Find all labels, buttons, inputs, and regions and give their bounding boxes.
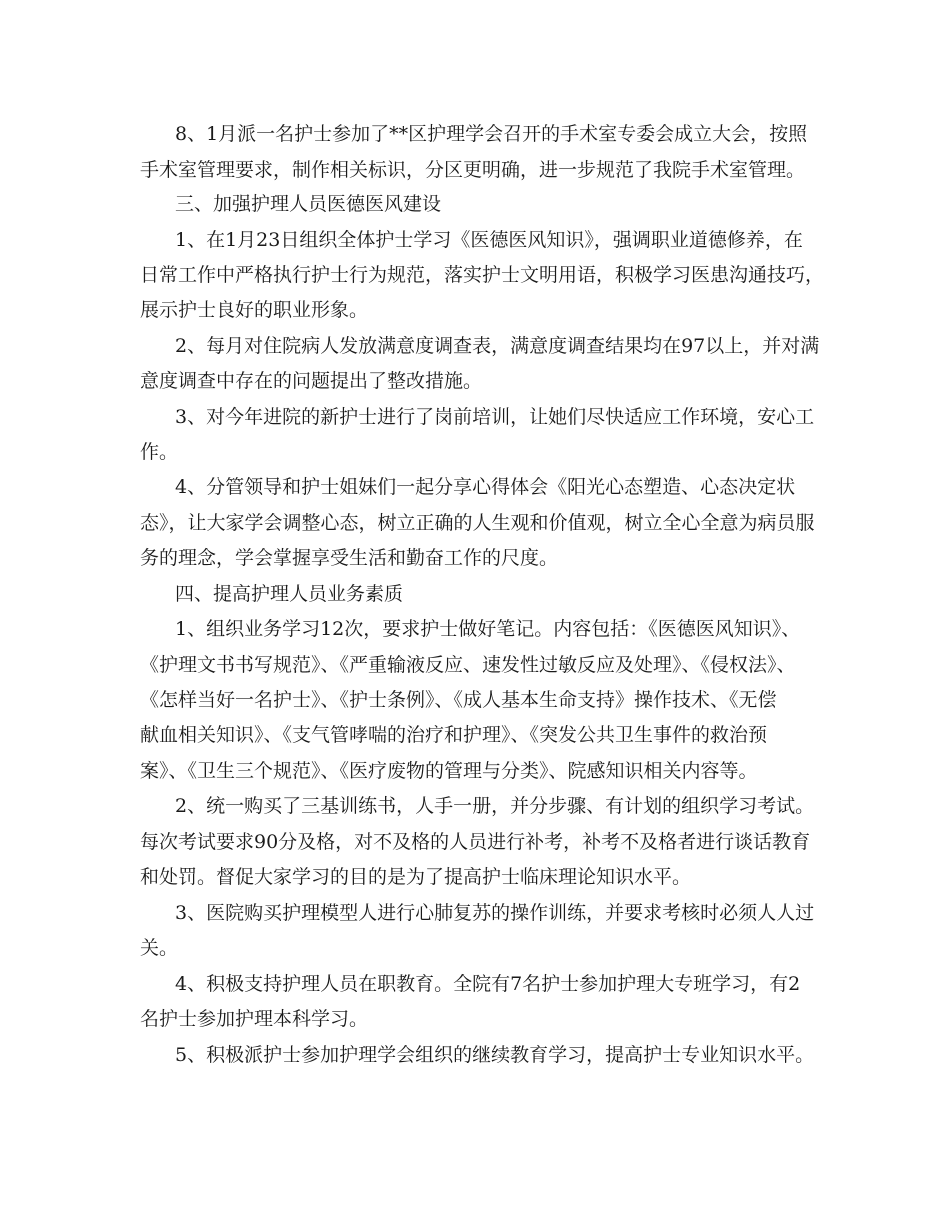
paragraph-line: 关。: [140, 937, 179, 959]
paragraph-line: 1、组织业务学习12次，要求护士做好笔记。内容包括：《医德医风知识》、: [175, 618, 801, 640]
paragraph-line: 名护士参加护理本科学习。: [140, 1008, 369, 1030]
paragraph-line: 务的理念，学会掌握享受生活和勤奋工作的尺度。: [140, 547, 559, 569]
paragraph-line: 3、医院购买护理模型人进行心肺复苏的操作训练，并要求考核时必须人人过: [175, 902, 815, 924]
paragraph-line: 展示护士良好的职业形象。: [140, 299, 369, 321]
paragraph-line: 《护理文书书写规范》、《严重输液反应、速发性过敏反应及处理》、《侵权法》、: [140, 654, 796, 676]
section-heading: 三、加强护理人员医德医风建设: [175, 193, 442, 215]
paragraph-line: 日常工作中严格执行护士行为规范，落实护士文明用语，积极学习医患沟通技巧，: [140, 264, 825, 286]
paragraph-line: 5、积极派护士参加护理学会组织的继续教育学习，提高护士专业知识水平。: [175, 1044, 815, 1066]
paragraph-line: 和处罚。督促大家学习的目的是为了提高护士临床理论知识水平。: [140, 866, 692, 888]
paragraph-line: 1、在1月23日组织全体护士学习《医德医风知识》，强调职业道德修养，在: [175, 229, 803, 251]
paragraph-line: 作。: [140, 441, 179, 463]
paragraph-line: 意度调查中存在的问题提出了整改措施。: [140, 370, 483, 392]
paragraph-line: 每次考试要求90分及格，对不及格的人员进行补考，补考不及格者进行谈话教育: [140, 831, 811, 853]
paragraph-line: 4、分管领导和护士姐妹们一起分享心得体会《阳光心态塑造、心态决定状: [175, 476, 796, 498]
paragraph-line: 4、积极支持护理人员在职教育。全院有7名护士参加护理大专班学习，有2: [175, 973, 801, 995]
paragraph-line: 手术室管理要求，制作相关标识，分区更明确，进一步规范了我院手术室管理。: [140, 159, 806, 181]
paragraph-line: 态》，让大家学会调整心态，树立正确的人生观和价值观，树立全心全意为病员服: [140, 512, 815, 534]
paragraph-line: 2、统一购买了三基训练书，人手一册，并分步骤、有计划的组织学习考试。: [175, 795, 815, 817]
paragraph-line: 《怎样当好一名护士》、《护士条例》、《成人基本生命支持》操作技术、《无偿: [140, 689, 777, 711]
paragraph-line: 3、对今年进院的新护士进行了岗前培训，让她们尽快适应工作环境，安心工: [175, 406, 815, 428]
paragraph-line: 2、每月对住院病人发放满意度调查表，满意度调查结果均在97以上，并对满: [175, 335, 820, 357]
paragraph-line: 献血相关知识》、《支气管哮喘的治疗和护理》、《突发公共卫生事件的救治预: [140, 724, 768, 746]
section-heading: 四、提高护理人员业务素质: [175, 583, 404, 605]
paragraph-line: 8、1月派一名护士参加了**区护理学会召开的手术室专委会成立大会，按照: [175, 123, 808, 145]
paragraph-line: 案》、《卫生三个规范》、《医疗废物的管理与分类》、院感知识相关内容等。: [140, 760, 758, 782]
